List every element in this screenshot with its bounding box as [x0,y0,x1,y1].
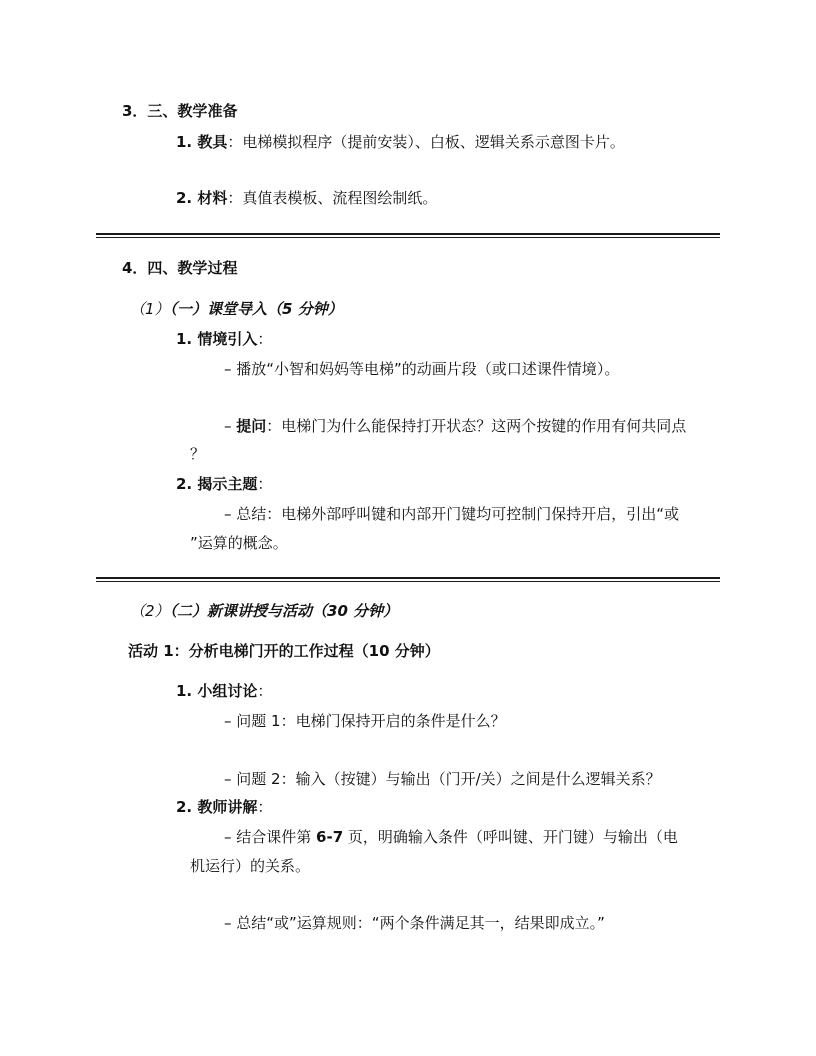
subsection-title: （二）新课讲授与活动（30 分钟） [169,602,399,620]
subsection-title: （一）课堂导入（5 分钟） [169,300,343,318]
intro-bullet-question-text: ：电梯门为什么能保持打开状态？这两个按键的作用有何共同点 [266,417,687,435]
discussion-question-2: – 问题 2：输入（按键）与输出（门开/关）之间是什么逻辑关系？ [224,770,661,788]
prep-item-tools-text: ：电梯模拟程序（提前安装）、白板、逻辑关系示意图卡片。 [227,133,625,151]
intro-bullet-question-label: 提问 [236,417,267,435]
discussion-question-1: – 问题 1：电梯门保持开启的条件是什么？ [224,712,506,730]
prep-item-tools [176,132,625,152]
explanation-bullet-1 [224,827,678,847]
activity-step-discussion-label: 1. 小组讨论 [176,682,258,700]
explanation-bullet-2: – 总结“或”运算规则：“两个条件满足其一，结果即成立。” [224,914,605,932]
explanation-text-c: 页，明确输入条件（呼叫键、开门键）与输出（电 [343,828,678,846]
activity-heading: 活动 1：分析电梯门开的工作过程（10 分钟） [128,642,440,660]
prep-item-tools-label: 1. 教具 [176,133,228,151]
intro-step-scenario-label: 1. 情境引入 [176,330,258,348]
intro-step-theme-label: 2. 揭示主题 [176,475,258,493]
prep-item-materials [176,188,437,208]
intro-bullet-question-continuation: ？ [190,445,206,463]
intro-bullet-play-animation: – 播放“小智和妈妈等电梯”的动画片段（或口述课件情境）。 [224,360,620,378]
intro-bullet-summary: – 总结：电梯外部呼叫键和内部开门键均可控制门保持开启，引出“或 [224,505,680,523]
intro-step-scenario [176,329,272,349]
horizontal-divider [96,577,720,582]
bullet-dash: – [224,417,237,435]
prep-item-materials-text: ：真值表模板、流程图绘制纸。 [227,189,438,207]
page-range: 6-7 [316,828,344,846]
colon: ： [257,798,273,816]
prep-item-materials-label: 2. 材料 [176,189,228,207]
activity-step-discussion [176,681,272,701]
explanation-text-a: – 结合课件第 [224,828,317,846]
activity-step-explanation [176,797,272,817]
colon: ： [257,330,273,348]
intro-bullet-summary-continuation: ”运算的概念。 [190,534,288,552]
intro-bullet-question [224,416,686,436]
section-heading-4: 4．四、教学过程 [122,259,238,277]
subsection-number: （1） [130,300,170,318]
horizontal-divider [96,233,720,238]
activity-step-explanation-label: 2. 教师讲解 [176,798,258,816]
subsection-number: （2） [130,602,170,620]
subsection-heading-new-lesson [130,601,398,621]
explanation-bullet-1-continuation: 机运行）的关系。 [190,857,311,875]
intro-step-theme [176,474,272,494]
section-heading-3: 3．三、教学准备 [122,102,238,120]
subsection-heading-intro [130,299,343,319]
colon: ： [257,682,273,700]
colon: ： [257,475,273,493]
